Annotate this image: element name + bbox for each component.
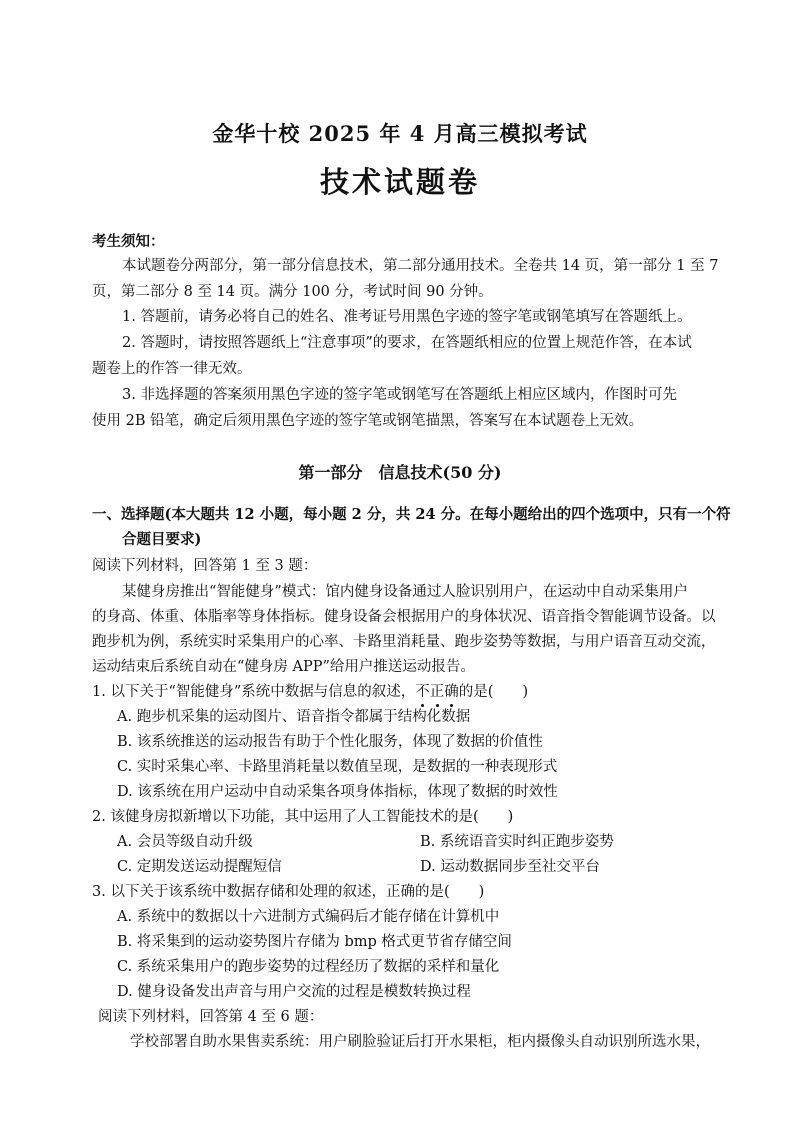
notice-item-2-line2: 题卷上的作答一律无效。	[92, 361, 252, 377]
notice-item-1: 1. 答题前，请务必将自己的姓名、准考证号用黑色字迹的签字笔或钢笔填写在答题纸上。	[122, 309, 692, 325]
q1-stem-after: 的是( )	[458, 684, 529, 700]
q2-option-d: D. 运动数据同步至社交平台	[420, 859, 600, 875]
q1-option-c: C. 实时采集心率、卡路里消耗量以数值呈现，是数据的一种表现形式	[117, 759, 558, 775]
paper-title: 技术试题卷	[319, 165, 480, 199]
q3-option-c: C. 系统采集用户的跑步姿势的过程经历了数据的采样和量化	[117, 959, 500, 975]
q1-option-b: B. 该系统推送的运动报告有助于个性化服务，体现了数据的价值性	[117, 734, 543, 750]
q2-option-b: B. 系统语音实时纠正跑步姿势	[420, 834, 614, 850]
notice-item-2-line1: 2. 答题时，请按照答题纸上“注意事项”的要求，在答题纸相应的位置上规范作答，在本试	[122, 335, 692, 351]
part-one-heading: 第一部分 信息技术(50 分)	[298, 463, 502, 482]
material1-line2: 的身高、体重、体脂率等身体指标。健身设备会根据用户的身体状况、语音指令智能调节设备。以	[92, 609, 716, 625]
q3-option-a: A. 系统中的数据以十六进制方式编码后才能存储在计算机中	[117, 909, 500, 925]
q2-option-a: A. 会员等级自动升级	[117, 834, 253, 850]
q2-option-c: C. 定期发送运动提醒短信	[117, 859, 282, 875]
question-1-stem	[92, 682, 528, 702]
material1-line3: 跑步机为例，系统实时采集用户的心率、卡路里消耗量、跑步姿势等数据，与用户语音互动交流，	[92, 634, 716, 650]
notice-item-3-line2: 使用 2B 铅笔，确定后须用黑色字迹的签字笔或钢笔描黑，答案写在本试题卷上无效。	[92, 413, 644, 429]
notice-item-3-line1: 3. 非选择题的答案须用黑色字迹的签字笔或钢笔写在答题纸上相应区域内，作图时可先	[122, 387, 677, 403]
exam-title: 金华十校 2025 年 4 月高三模拟考试	[212, 121, 588, 146]
notice-heading: 考生须知：	[92, 233, 165, 250]
notice-intro-line1: 本试题卷分两部分，第一部分信息技术，第二部分通用技术。全卷共 14 页，第一部分 1 至 7	[122, 258, 719, 274]
q3-option-b: B. 将采集到的运动姿势图片存储为 bmp 格式更节省存储空间	[117, 934, 512, 950]
q1-option-d: D. 该系统在用户运动中自动采集各项身体指标，体现了数据的时效性	[117, 784, 558, 800]
material2-line1: 学校部署自助水果售卖系统：用户刷脸验证后打开水果柜，柜内摄像头自动识别所选水果，	[130, 1034, 710, 1050]
material1-line4: 运动结束后系统自动在“健身房 APP”给用户推送运动报告。	[92, 659, 475, 675]
question-3-stem: 3. 以下关于该系统中数据存储和处理的叙述，正确的是( )	[92, 884, 485, 900]
material2-prompt: 阅读下列材料，回答第 4 至 6 题：	[98, 1009, 324, 1025]
q1-stem-before: 1. 以下关于“智能健身”系统中数据与信息的叙述，	[92, 684, 416, 700]
emphasis-dot-2: 正	[429, 684, 445, 700]
section-heading-line1: 一、选择题(本大题共 12 小题，每小题 2 分，共 24 分。在每小题给出的四个选项中，只有一个符	[92, 506, 731, 523]
question-2-stem: 2. 该健身房拟新增以下功能，其中运用了人工智能技术的是( )	[92, 809, 514, 825]
q3-option-d: D. 健身设备发出声音与用户交流的过程是模数转换过程	[117, 984, 471, 1000]
emphasis-dot-1: 不	[415, 684, 430, 700]
section-heading-line2: 合题目要求)	[122, 531, 202, 548]
q1-option-a: A. 跑步机采集的运动图片、语音指令都属于结构化数据	[117, 709, 471, 725]
emphasis-dot-3: 确	[444, 684, 459, 700]
material1-prompt: 阅读下列材料，回答第 1 至 3 题：	[92, 558, 318, 574]
notice-intro-line2: 页，第二部分 8 至 14 页。满分 100 分，考试时间 90 分钟。	[92, 284, 493, 300]
material1-line1: 某健身房推出“智能健身”模式：馆内健身设备通过人脸识别用户，在运动中自动采集用户	[122, 584, 688, 600]
